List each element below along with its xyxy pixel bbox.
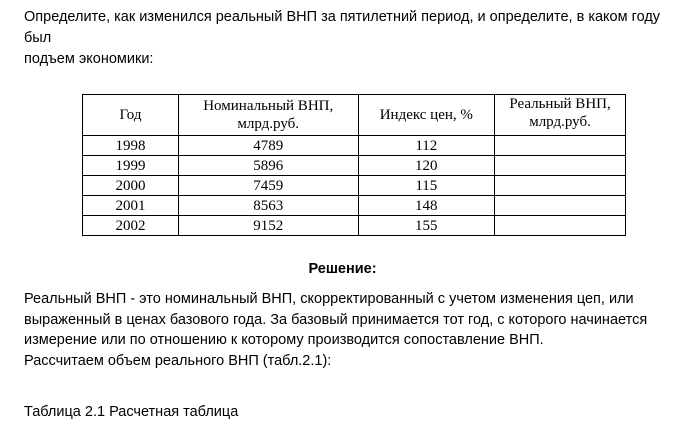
- cell-year: 1998: [83, 136, 179, 156]
- cell-index: 112: [358, 136, 495, 156]
- cell-real: [495, 196, 626, 216]
- solution-line: измерение или по отношению к которому производится сопоставление ВНП.: [24, 332, 544, 348]
- cell-nominal: 5896: [178, 156, 358, 176]
- header-nominal-gnp: [178, 95, 358, 136]
- header-nominal-line: Номинальный ВНП,: [203, 98, 334, 114]
- header-real-line: Реальный ВНП,: [509, 96, 611, 112]
- cell-real: [495, 156, 626, 176]
- table-row: [83, 136, 626, 156]
- cell-index: 155: [358, 216, 495, 236]
- cell-nominal: 8563: [178, 196, 358, 216]
- solution-line: Реальный ВНП - это номинальный ВНП, скорректированный с учетом изменения цеп, или: [24, 291, 634, 307]
- cell-year: 1999: [83, 156, 179, 176]
- cell-nominal: 9152: [178, 216, 358, 236]
- cell-real: [495, 216, 626, 236]
- cell-index: 148: [358, 196, 495, 216]
- solution-line: выраженный в ценах базового года. За базовый принимается тот год, с которого начинается: [24, 311, 648, 328]
- table-row: [83, 216, 626, 236]
- header-year: Год: [83, 95, 179, 136]
- solution-heading: Решение:: [308, 261, 377, 277]
- cell-nominal: 7459: [178, 176, 358, 196]
- cell-year: 2000: [83, 176, 179, 196]
- cell-real: [495, 176, 626, 196]
- task-line: подъем экономики:: [24, 51, 154, 67]
- solution-line: Рассчитаем объем реального ВНП (табл.2.1):: [24, 352, 332, 369]
- task-line: Определите, как изменился реальный ВНП за пятилетний период, и определите, в каком году был: [24, 9, 661, 46]
- cell-real: [495, 136, 626, 156]
- task-text: [24, 7, 664, 70]
- header-real-line: млрд.руб.: [529, 114, 591, 130]
- table-row: [83, 196, 626, 216]
- solution-text: [24, 289, 674, 371]
- table-caption: Таблица 2.1 Расчетная таблица: [24, 404, 239, 420]
- cell-year: 2001: [83, 196, 179, 216]
- header-price-index: Индекс цен, %: [358, 95, 495, 136]
- table-row: [83, 176, 626, 196]
- cell-index: 120: [358, 156, 495, 176]
- cell-nominal: 4789: [178, 136, 358, 156]
- cell-year: 2002: [83, 216, 179, 236]
- header-real-gnp: [495, 95, 626, 136]
- table-header-row: [83, 95, 626, 136]
- cell-index: 115: [358, 176, 495, 196]
- header-nominal-line: млрд.руб.: [237, 116, 300, 132]
- table-row: [83, 156, 626, 176]
- gnp-table: [82, 94, 626, 236]
